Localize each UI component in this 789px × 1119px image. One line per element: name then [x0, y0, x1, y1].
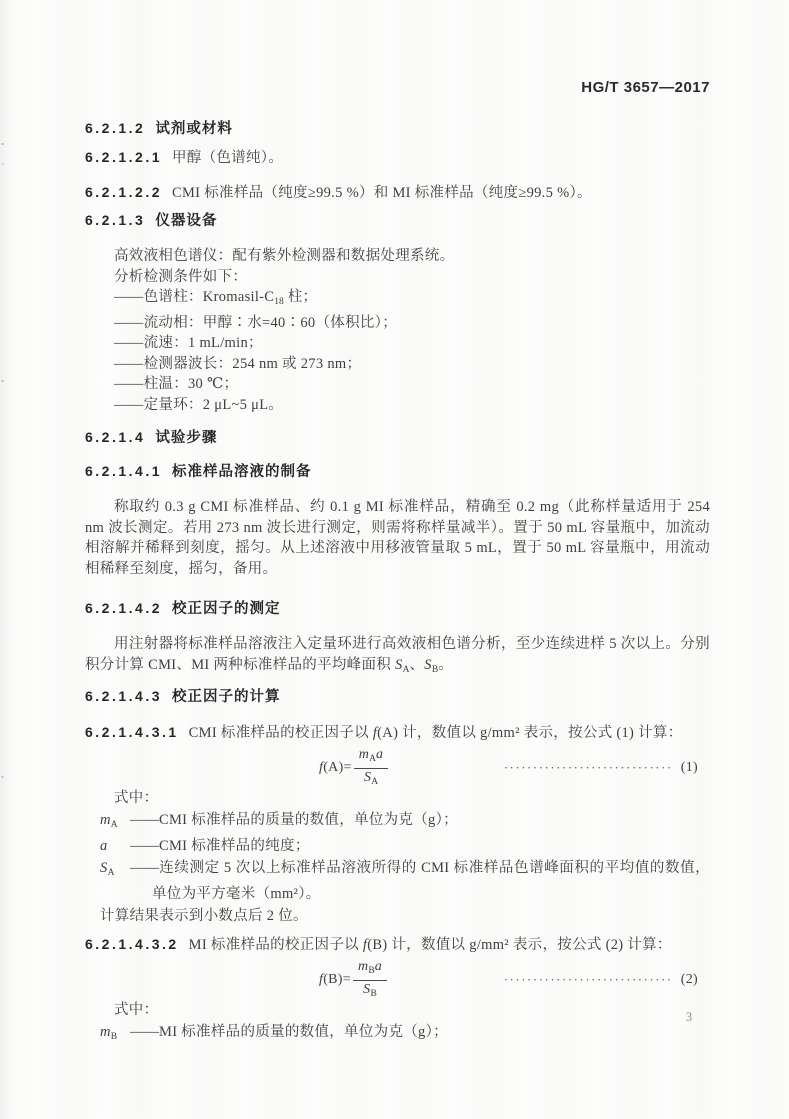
determination-paragraph [85, 634, 710, 680]
clause-number: 6.2.1.4.3.1 [85, 724, 179, 740]
section-heading-6-2-1-4-2 [85, 598, 710, 620]
clause-text: MI 标准样品的校正因子以 [188, 937, 363, 953]
clause-text: (A) 计，数值以 g/mm² 表示，按公式 (1) 计算： [377, 725, 683, 741]
condition-mobile-phase: ——流动相：甲醇∶水=40∶60（体积比）； [114, 314, 398, 331]
equation-number: (2) [680, 971, 698, 987]
section-title: 仪器设备 [155, 213, 218, 229]
variable-a: a [374, 958, 383, 974]
term [100, 858, 130, 885]
definition-text: 连续测定 5 次以上标准样品溶液所得的 CMI 标准样品色谱峰面积的平均值的数值，单位为平方毫米（mm²）。 [152, 859, 710, 902]
section-number: 6.2.1.2 [85, 120, 146, 136]
section-number: 6.2.1.4.1 [85, 463, 162, 479]
clause-number: 6.2.1.2.2 [85, 184, 162, 200]
fraction-numerator [354, 747, 389, 769]
variable-f: f [362, 937, 368, 953]
fraction-numerator [353, 959, 387, 981]
variable-a: a [100, 838, 108, 854]
result-precision-note: 计算结果表示到小数点后 2 位。 [100, 907, 308, 924]
page-content [85, 118, 710, 1048]
definition-text: CMI 标准样品的纯度； [159, 838, 310, 854]
clause-number: 6.2.1.2.1 [85, 149, 162, 165]
condition-column [114, 287, 710, 313]
section-number: 6.2.1.3 [85, 212, 146, 228]
definition-a [85, 836, 710, 858]
definition-text: MI 标准样品的质量的数值，单位为克（g）； [159, 1023, 448, 1040]
scan-speck [1, 776, 4, 778]
fraction [354, 747, 389, 790]
dot-leader: ····························· [503, 759, 673, 775]
variable-S: S [363, 981, 371, 997]
definition-SA [85, 858, 710, 906]
section-heading-6-2-1-4 [85, 427, 710, 449]
where-label: 式中： [114, 790, 159, 806]
section-heading-6-2-1-4-1 [85, 461, 710, 483]
variable-f: f [319, 759, 324, 775]
condition-column-temp: ——柱温：30 ℃； [114, 376, 239, 392]
condition-loop: ——定量环：2 μL~5 μL。 [114, 396, 284, 413]
clause-text: CMI 标准样品（纯度≥99.5 %）和 MI 标准样品（纯度≥99.5 %）。 [172, 185, 592, 201]
subscript: A [371, 776, 379, 787]
variable-S: S [100, 859, 108, 876]
section-title: 试验步骤 [155, 430, 218, 446]
condition-flow-rate: ——流速：1 mL/min； [114, 335, 263, 351]
dot-leader: ····························· [503, 971, 673, 987]
clause-6-2-1-4-3-1 [85, 722, 710, 744]
term [100, 1022, 130, 1049]
term [100, 810, 130, 837]
equation-number: (1) [680, 759, 698, 775]
equals-sign: = [342, 971, 351, 987]
formula-fB [319, 960, 387, 1000]
definition-dash: —— [130, 838, 159, 854]
section-number: 6.2.1.4.2 [85, 600, 162, 616]
section-title: 校正因子的测定 [172, 601, 281, 617]
clause-text: (B) 计，数值以 g/mm² 表示，按公式 (2) 计算： [367, 937, 672, 953]
clause-6-2-1-2-1 [85, 147, 710, 169]
definition-mB [85, 1022, 710, 1049]
subscript: B [368, 965, 375, 976]
section-number: 6.2.1.4.3 [85, 688, 162, 704]
variable-SB: S [424, 656, 432, 673]
definition-text: CMI 标准样品的质量的数值，单位为克（g）； [159, 811, 458, 828]
variable-m: m [358, 746, 370, 762]
section-heading-6-2-1-3 [85, 210, 710, 232]
variable-S: S [363, 769, 372, 785]
paragraph-text: 。 [438, 656, 453, 673]
page-number: 3 [685, 1010, 693, 1024]
section-title: 校正因子的计算 [172, 689, 281, 705]
clause-number: 6.2.1.4.3.2 [85, 936, 179, 952]
variable-m: m [357, 958, 369, 974]
subscript: B [110, 1031, 118, 1042]
definition-dash: —— [130, 859, 159, 876]
preparation-paragraph: 称取约 0.3 g CMI 标准样品、约 0.1 g MI 标准样品，精确至 0.2 mg（此称样量适用于 254 nm 波长测定。若用 273 nm 波长进行测定，则需将称样量减半）。置于 50 mL 容量瓶中，加流动相溶解并稀释到刻度，摇匀。从上述溶液中用移液管量取 5 mL，置于 50 mL 容量瓶中，用流动相稀释至刻度，摇匀，备用。 [85, 499, 710, 577]
scan-speck [1, 380, 4, 382]
clause-text: 甲醇（色谱纯）。 [172, 150, 284, 166]
where-label: 式中： [114, 1002, 159, 1018]
section-title: 试剂或材料 [155, 121, 233, 137]
formula-arg: (B) [323, 971, 343, 987]
condition-text: ——色谱柱：Kromasil-C [114, 289, 275, 305]
scan-speck [1, 143, 4, 145]
subscript: A [107, 867, 115, 878]
definition-dash: —— [130, 1023, 159, 1040]
definition-mA [85, 810, 710, 837]
section-heading-6-2-1-2 [85, 118, 710, 140]
definition-dash: —— [130, 811, 159, 828]
section-title: 标准样品溶液的制备 [172, 464, 312, 480]
equation-leader [504, 748, 698, 788]
equals-sign: = [343, 759, 352, 775]
separator: 、 [409, 656, 425, 673]
subscript: B [431, 664, 439, 675]
variable-m: m [100, 811, 111, 828]
subscript: 18 [274, 297, 284, 307]
paragraph-text: 用注射器将标准样品溶液注入定量环进行高效液相色谱分析，至少连续进样 5 次以上。分别积分计算 CMI、MI 两种标准样品的平均峰面积 [85, 636, 710, 673]
clause-6-2-1-4-3-2 [85, 934, 710, 956]
condition-text: 柱； [283, 289, 318, 305]
subscript: A [369, 753, 377, 764]
instrument-paragraph: 高效液相色谱仪：配有紫外检测器和数据处理系统。 [114, 248, 455, 264]
term [100, 836, 130, 858]
variable-f: f [319, 971, 324, 987]
clause-text: CMI 标准样品的校正因子以 [188, 725, 373, 741]
formula-arg: (A) [323, 759, 344, 775]
variable-f: f [372, 725, 378, 741]
fraction-denominator [364, 769, 378, 790]
section-heading-6-2-1-4-3 [85, 686, 710, 708]
equation-1-row [85, 748, 710, 788]
subscript: A [110, 819, 118, 830]
formula-fA [319, 748, 388, 788]
fraction-denominator [363, 981, 377, 1002]
conditions-intro: 分析检测条件如下： [114, 268, 248, 285]
standard-code: HG/T 3657—2017 [581, 79, 710, 96]
condition-wavelength: ——检测器波长：254 nm 或 273 nm； [114, 355, 362, 372]
subscript: B [370, 988, 377, 999]
equation-leader [504, 960, 698, 1000]
section-number: 6.2.1.4 [85, 429, 146, 445]
scan-speck [2, 163, 4, 165]
subscript: A [402, 664, 410, 675]
equation-2-row [85, 960, 710, 1000]
fraction [353, 959, 387, 1002]
clause-6-2-1-2-2 [85, 182, 710, 204]
variable-SA: S [395, 656, 403, 673]
variable-m: m [100, 1023, 111, 1040]
variable-a: a [376, 746, 384, 762]
page-header [85, 0, 710, 98]
